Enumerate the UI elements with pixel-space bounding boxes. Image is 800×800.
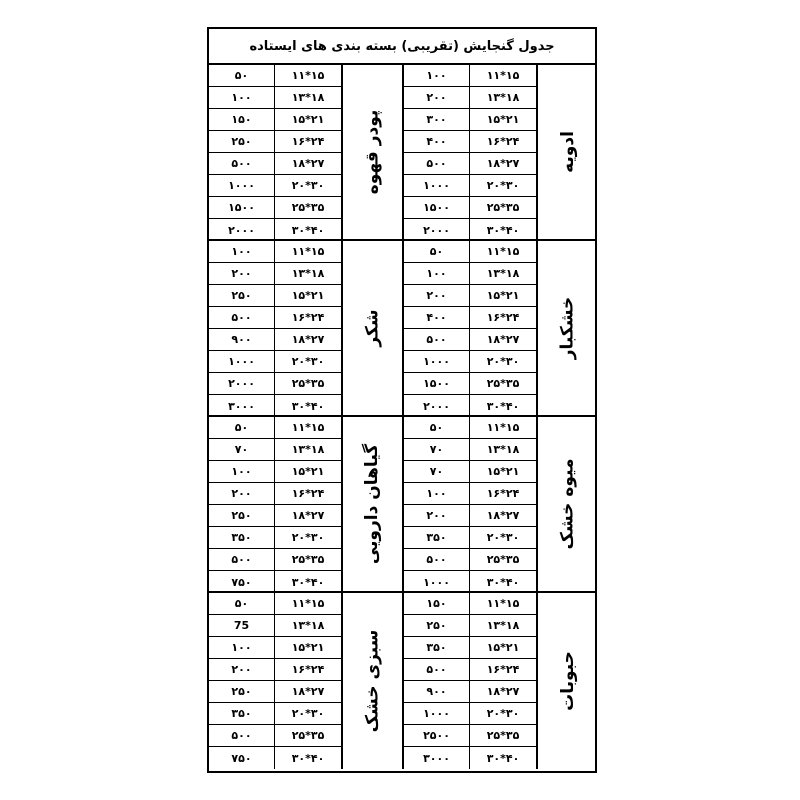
weight-cell: ۲۰۰	[404, 505, 470, 526]
table-row	[404, 131, 536, 153]
weight-cell: ۷۰	[209, 439, 275, 460]
dimension-cell: ۱۳*۱۸	[486, 267, 520, 280]
dimension-cell: ۱۳*۱۸	[486, 91, 520, 104]
table-row	[404, 219, 536, 241]
table-row	[209, 153, 341, 175]
table-row	[404, 659, 536, 681]
weight-cell: ۱۰۰	[404, 65, 470, 86]
dimension-cell: ۱۸*۲۷	[486, 685, 520, 698]
weight-cell: ۲۰۰	[404, 285, 470, 306]
weight-cell: ۲۰۰۰	[209, 219, 275, 241]
dimension-cell: ۲۰*۳۰	[486, 179, 520, 192]
category-cell	[341, 593, 402, 769]
category-cell	[536, 593, 597, 769]
dimension-cell: ۱۸*۲۷	[291, 157, 325, 170]
table-section	[209, 65, 595, 241]
dimension-cell: ۱۱*۱۵	[291, 421, 325, 434]
dimension-cell: ۱۸*۲۷	[291, 333, 325, 346]
table-row	[209, 197, 341, 219]
category-label: حبوبات	[557, 651, 578, 711]
left-product-block	[209, 593, 404, 769]
dimension-cell: ۲۵*۳۵	[486, 553, 520, 566]
table-row	[209, 263, 341, 285]
dimension-cell: ۱۵*۲۱	[291, 465, 325, 478]
weight-cell: ۱۵۰	[404, 593, 470, 614]
category-cell	[341, 65, 402, 239]
weight-cell: ۲۰۰۰	[209, 373, 275, 394]
dimension-cell: ۱۵*۲۱	[486, 113, 520, 126]
table-row	[209, 175, 341, 197]
table-row	[209, 659, 341, 681]
weight-cell: ۲۰۰۰	[404, 219, 470, 241]
table-row	[209, 505, 341, 527]
table-row	[209, 373, 341, 395]
dimension-cell: ۱۳*۱۸	[291, 619, 325, 632]
dimension-cell: ۳۰*۴۰	[486, 223, 520, 237]
weight-cell: ۵۰۰	[404, 153, 470, 174]
weight-cell: ۱۰۰	[209, 461, 275, 482]
table-row	[209, 549, 341, 571]
table-row	[209, 439, 341, 461]
weight-cell: ۱۵۰۰	[209, 197, 275, 218]
table-row	[209, 417, 341, 439]
dimension-cell: ۱۶*۲۴	[486, 135, 520, 148]
category-cell	[536, 65, 597, 239]
dimension-cell: ۱۵*۲۱	[291, 289, 325, 302]
table-row	[404, 263, 536, 285]
weight-cell: ۱۵۰	[209, 109, 275, 130]
table-row	[209, 329, 341, 351]
table-row	[209, 747, 341, 769]
dimension-cell: ۳۰*۴۰	[486, 399, 520, 413]
weight-cell: ۷۵۰	[209, 571, 275, 593]
category-cell	[536, 417, 597, 591]
category-cell	[341, 241, 402, 415]
left-product-block	[209, 65, 404, 239]
table-row	[209, 351, 341, 373]
table-row	[209, 571, 341, 593]
dimension-cell: ۱۱*۱۵	[486, 69, 520, 82]
weight-cell: ۴۰۰	[404, 307, 470, 328]
dimension-cell: ۱۳*۱۸	[486, 619, 520, 632]
weight-cell: ۳۵۰	[209, 703, 275, 724]
weight-cell: ۱۵۰۰	[404, 373, 470, 394]
dimension-cell: ۲۵*۳۵	[486, 201, 520, 214]
dimension-cell: ۱۸*۲۷	[486, 509, 520, 522]
weight-cell: ۳۰۰	[404, 109, 470, 130]
weight-cell: ۳۵۰	[404, 527, 470, 548]
category-label: گیاهان دارویی	[362, 443, 383, 565]
weight-cell: ۱۰۰۰	[404, 351, 470, 372]
dimension-cell: ۱۵*۲۱	[291, 113, 325, 126]
dimension-cell: ۱۶*۲۴	[291, 311, 325, 324]
table-row	[209, 109, 341, 131]
dimension-cell: ۱۸*۲۷	[486, 333, 520, 346]
dimension-cell: ۲۵*۳۵	[291, 377, 325, 390]
table-row	[404, 527, 536, 549]
table-row	[404, 109, 536, 131]
capacity-rows	[404, 65, 536, 239]
table-row	[404, 87, 536, 109]
dimension-cell: ۲۰*۳۰	[291, 707, 325, 720]
dimension-cell: ۳۰*۴۰	[291, 751, 325, 765]
weight-cell: ۲۵۰	[209, 285, 275, 306]
weight-cell: ۷۰	[404, 461, 470, 482]
table-section	[209, 417, 595, 593]
dimension-cell: ۱۱*۱۵	[291, 597, 325, 610]
capacity-rows	[404, 417, 536, 591]
dimension-cell: ۱۶*۲۴	[291, 135, 325, 148]
dimension-cell: ۱۱*۱۵	[486, 421, 520, 434]
dimension-cell: ۱۳*۱۸	[291, 267, 325, 280]
weight-cell: ۵۰	[404, 417, 470, 438]
table-row	[404, 373, 536, 395]
dimension-cell: ۱۵*۲۱	[486, 641, 520, 654]
weight-cell: ۳۰۰۰	[404, 747, 470, 769]
capacity-rows	[209, 65, 341, 239]
table-row	[404, 329, 536, 351]
weight-cell: ۱۰۰	[404, 483, 470, 504]
table-row	[209, 219, 341, 241]
table-row	[404, 549, 536, 571]
table-row	[404, 571, 536, 593]
table-row	[209, 615, 341, 637]
dimension-cell: ۲۵*۳۵	[486, 377, 520, 390]
table-row	[404, 483, 536, 505]
right-product-block	[404, 417, 597, 591]
category-label: سبزی خشک	[362, 629, 383, 733]
weight-cell: ۲۰۰	[209, 659, 275, 680]
weight-cell: ۲۵۰	[404, 615, 470, 636]
table-row	[209, 285, 341, 307]
table-row	[404, 593, 536, 615]
weight-cell: ۵۰	[209, 65, 275, 86]
dimension-cell: ۳۰*۴۰	[291, 223, 325, 237]
table-row	[209, 593, 341, 615]
weight-cell: ۹۰۰	[209, 329, 275, 350]
table-row	[404, 505, 536, 527]
table-row	[209, 483, 341, 505]
table-row	[404, 703, 536, 725]
category-label: ادویه	[557, 131, 578, 173]
weight-cell: ۲۵۰۰	[404, 725, 470, 746]
table-row	[404, 461, 536, 483]
weight-cell: ۵۰	[404, 241, 470, 262]
table-row	[404, 439, 536, 461]
weight-cell: ۷۰	[404, 439, 470, 460]
table-row	[209, 703, 341, 725]
weight-cell: ۵۰	[209, 593, 275, 614]
dimension-cell: ۲۰*۳۰	[486, 531, 520, 544]
table-row	[404, 637, 536, 659]
table-row	[209, 527, 341, 549]
dimension-cell: ۱۶*۲۴	[486, 663, 520, 676]
weight-cell: ۲۰۰۰	[404, 395, 470, 417]
category-label: میوه خشک	[557, 458, 578, 550]
category-cell	[536, 241, 597, 415]
table-row	[404, 725, 536, 747]
weight-cell: ۱۰۰۰	[404, 571, 470, 593]
dimension-cell: ۱۵*۲۱	[486, 289, 520, 302]
table-row	[209, 131, 341, 153]
weight-cell: ۹۰۰	[404, 681, 470, 702]
weight-cell: ۱۰۰۰	[404, 175, 470, 196]
dimension-cell: ۳۰*۴۰	[486, 575, 520, 589]
weight-cell: ۱۰۰۰	[404, 703, 470, 724]
weight-cell: ۷۵۰	[209, 747, 275, 769]
dimension-cell: ۲۰*۳۰	[291, 179, 325, 192]
capacity-rows	[209, 241, 341, 415]
dimension-cell: ۱۱*۱۵	[291, 69, 325, 82]
weight-cell: ۵۰۰	[404, 549, 470, 570]
table-title: جدول گنجایش (تقریبی) بسته بندی های ایستاده	[209, 29, 595, 65]
dimension-cell: ۱۱*۱۵	[486, 597, 520, 610]
category-label: شکر	[362, 309, 383, 347]
right-product-block	[404, 593, 597, 769]
table-row	[404, 241, 536, 263]
weight-cell: ۵۰۰	[209, 725, 275, 746]
capacity-table	[207, 27, 597, 773]
left-product-block	[209, 241, 404, 415]
table-row	[209, 87, 341, 109]
dimension-cell: ۱۱*۱۵	[291, 245, 325, 258]
table-row	[404, 417, 536, 439]
weight-cell: ۱۵۰۰	[404, 197, 470, 218]
table-row	[209, 725, 341, 747]
capacity-rows	[404, 241, 536, 415]
category-label: پودر قهوه	[362, 109, 383, 195]
table-row	[209, 241, 341, 263]
dimension-cell: ۱۱*۱۵	[486, 245, 520, 258]
dimension-cell: ۲۰*۳۰	[486, 355, 520, 368]
weight-cell: ۵۰۰	[404, 329, 470, 350]
dimension-cell: ۲۵*۳۵	[486, 729, 520, 742]
weight-cell: ۲۵۰	[209, 131, 275, 152]
dimension-cell: ۱۶*۲۴	[486, 311, 520, 324]
left-product-block	[209, 417, 404, 591]
weight-cell: ۲۵۰	[209, 681, 275, 702]
table-row	[209, 637, 341, 659]
dimension-cell: ۱۳*۱۸	[291, 443, 325, 456]
table-row	[209, 395, 341, 417]
weight-cell: ۱۰۰	[209, 637, 275, 658]
capacity-rows	[209, 593, 341, 769]
table-row	[209, 461, 341, 483]
weight-cell: ۵۰۰	[404, 659, 470, 680]
dimension-cell: ۱۸*۲۷	[291, 685, 325, 698]
weight-cell: ۱۰۰۰	[209, 175, 275, 196]
weight-cell: ۵۰	[209, 417, 275, 438]
dimension-cell: ۲۵*۳۵	[291, 201, 325, 214]
right-product-block	[404, 65, 597, 239]
table-row	[404, 395, 536, 417]
dimension-cell: ۳۰*۴۰	[291, 399, 325, 413]
table-row	[209, 65, 341, 87]
weight-cell: ۱۰۰	[209, 241, 275, 262]
weight-cell: ۴۰۰	[404, 131, 470, 152]
table-row	[404, 747, 536, 769]
weight-cell: ۵۰۰	[209, 307, 275, 328]
table-row	[404, 197, 536, 219]
table-row	[404, 153, 536, 175]
weight-cell: ۱۰۰۰	[209, 351, 275, 372]
dimension-cell: ۳۰*۴۰	[291, 575, 325, 589]
dimension-cell: ۱۶*۲۴	[291, 663, 325, 676]
dimension-cell: ۱۶*۲۴	[291, 487, 325, 500]
dimension-cell: ۱۵*۲۱	[291, 641, 325, 654]
table-row	[404, 65, 536, 87]
weight-cell: ۱۰۰	[209, 87, 275, 108]
weight-cell: ۵۰۰	[209, 549, 275, 570]
category-label: خشکبار	[557, 296, 578, 360]
dimension-cell: ۲۵*۳۵	[291, 729, 325, 742]
weight-cell: ۲۰۰	[404, 87, 470, 108]
category-cell	[341, 417, 402, 591]
dimension-cell: ۱۶*۲۴	[486, 487, 520, 500]
table-row	[404, 681, 536, 703]
table-section	[209, 241, 595, 417]
table-row	[404, 351, 536, 373]
weight-cell: ۳۰۰۰	[209, 395, 275, 417]
dimension-cell: ۱۸*۲۷	[486, 157, 520, 170]
dimension-cell: ۱۸*۲۷	[291, 509, 325, 522]
dimension-cell: ۲۰*۳۰	[486, 707, 520, 720]
table-section	[209, 593, 595, 769]
weight-cell: ۲۰۰	[209, 263, 275, 284]
weight-cell: ۳۵۰	[404, 637, 470, 658]
weight-cell: ۱۰۰	[404, 263, 470, 284]
dimension-cell: ۳۰*۴۰	[486, 751, 520, 765]
dimension-cell: ۱۳*۱۸	[291, 91, 325, 104]
capacity-rows	[404, 593, 536, 769]
capacity-rows	[209, 417, 341, 591]
table-row	[404, 615, 536, 637]
dimension-cell: ۲۰*۳۰	[291, 531, 325, 544]
right-product-block	[404, 241, 597, 415]
weight-cell: 75	[209, 615, 275, 636]
table-row	[404, 285, 536, 307]
dimension-cell: ۲۵*۳۵	[291, 553, 325, 566]
table-row	[209, 681, 341, 703]
table-row	[404, 175, 536, 197]
weight-cell: ۲۰۰	[209, 483, 275, 504]
table-row	[209, 307, 341, 329]
dimension-cell: ۲۰*۳۰	[291, 355, 325, 368]
weight-cell: ۳۵۰	[209, 527, 275, 548]
weight-cell: ۲۵۰	[209, 505, 275, 526]
weight-cell: ۵۰۰	[209, 153, 275, 174]
dimension-cell: ۱۳*۱۸	[486, 443, 520, 456]
dimension-cell: ۱۵*۲۱	[486, 465, 520, 478]
table-row	[404, 307, 536, 329]
